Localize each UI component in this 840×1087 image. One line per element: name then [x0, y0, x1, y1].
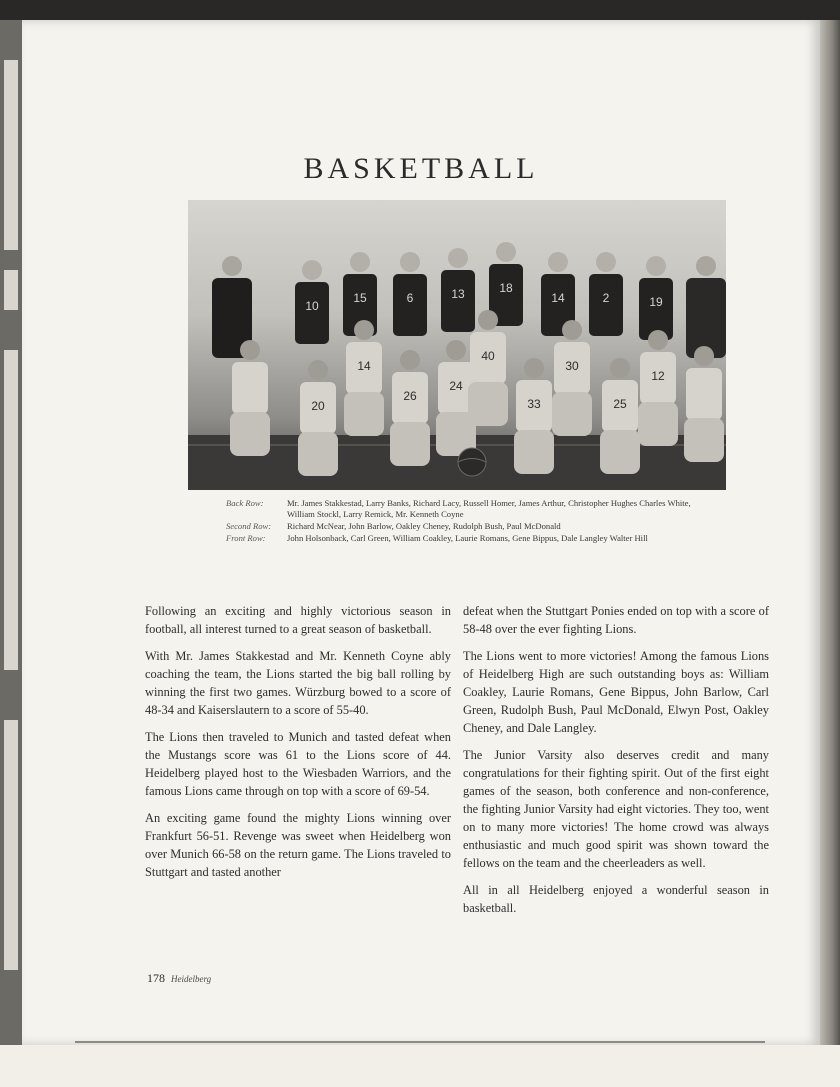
jersey-number: 19 — [649, 295, 663, 309]
player-figure — [295, 260, 329, 344]
caption-row-second — [226, 521, 706, 532]
facing-page-edge — [0, 20, 22, 1045]
footer-publication: Heidelberg — [171, 974, 212, 984]
paragraph: defeat when the Stuttgart Ponies ended on top with a score of 58-48 over the ever fighting Lions. — [463, 604, 769, 636]
caption-names: Richard McNear, John Barlow, Oakley Cheney, Rudolph Bush, Paul McDonald — [287, 521, 561, 531]
player-figure — [344, 320, 384, 436]
page-edge-line — [75, 1041, 765, 1043]
jersey-number: 14 — [551, 291, 565, 305]
paragraph: The Lions then traveled to Munich and tasted defeat when the Mustangs score was 61 to the Lions score of 44. Heidelberg played host to the Wiesbaden Warriors, and the famous Lions came through on top with a score of 69-54. — [145, 730, 451, 798]
caption-label: Back Row: — [226, 498, 264, 508]
page-title: BASKETBALL — [303, 152, 539, 186]
jersey-number: 40 — [481, 349, 495, 363]
photo-caption — [226, 498, 706, 545]
jersey-number: 13 — [451, 287, 465, 301]
coach-figure — [686, 256, 726, 358]
caption-names: Mr. James Stakkestad, Larry Banks, Richard Lacy, Russell Homer, James Arthur, Christopher Hughes Charles White, William Stockl, Larry Remick, Mr. Kenneth Coyne — [287, 498, 691, 519]
paragraph: All in all Heidelberg enjoyed a wonderful season in basketball. — [463, 883, 769, 915]
player-figure — [390, 350, 430, 466]
jersey-number: 6 — [406, 291, 414, 305]
caption-row-back — [226, 498, 706, 520]
jersey-number: 12 — [651, 369, 665, 383]
caption-names: John Holsonback, Carl Green, William Coakley, Laurie Romans, Gene Bippus, Dale Langley Walter Hill — [287, 533, 648, 543]
paragraph: With Mr. James Stakkestad and Mr. Kenneth Coyne ably coaching the team, the Lions started the big ball rolling by winning the first two games. Würzburg bowed to a score of 48-34 and Kaiserslautern to a score of 55-40. — [145, 649, 451, 717]
page-footer — [147, 971, 211, 986]
jersey-number: 25 — [613, 397, 627, 411]
article-column-right — [463, 602, 769, 926]
player-figure — [441, 248, 475, 332]
jersey-number: 14 — [357, 359, 371, 373]
player-figure — [514, 358, 554, 474]
jersey-number: 2 — [602, 291, 610, 305]
yearbook-page — [22, 20, 820, 1045]
scan-top-border — [0, 0, 840, 20]
scan-bottom-border — [0, 1045, 840, 1087]
team-photo-image — [188, 200, 726, 490]
jersey-number: 26 — [403, 389, 417, 403]
jersey-number: 33 — [527, 397, 541, 411]
player-figure — [552, 320, 592, 436]
page-number: 178 — [147, 971, 165, 985]
jersey-number: 24 — [449, 379, 463, 393]
player-figure — [393, 252, 427, 336]
jersey-number: 30 — [565, 359, 579, 373]
paragraph: The Lions went to more victories! Among the famous Lions of Heidelberg High are such outstanding boys as: William Coakley, Laurie Romans, Gene Bippus, John Barlow, Carl Green, Rudolph Bush, Paul McDonald, Elwyn Post, Oakley Cheney, and Dale Langley. — [463, 649, 769, 735]
player-figure — [639, 256, 673, 340]
jersey-number: 18 — [499, 281, 513, 295]
player-figure — [298, 360, 338, 476]
team-photo — [188, 200, 726, 490]
page-gutter-edge — [820, 20, 840, 1045]
jersey-number: 10 — [305, 299, 319, 313]
player-figure — [600, 358, 640, 474]
caption-label: Second Row: — [226, 521, 272, 531]
player-figure — [638, 330, 678, 446]
player-figure — [684, 346, 724, 462]
caption-label: Front Row: — [226, 533, 266, 543]
basketball-icon — [458, 448, 486, 476]
paragraph: Following an exciting and highly victorious season in football, all interest turned to a great season of basketball. — [145, 604, 451, 636]
caption-row-front — [226, 533, 706, 544]
paragraph: The Junior Varsity also deserves credit and many congratulations for their fighting spirit. Out of the first eight games of the season, both conference and non-conference, the fighting Junior Varsity had eight victories. They too, went on to many more victories! The home crowd was always enthusiastic and much good spirit was shown toward the fellows on the team and the cheerleaders as well. — [463, 748, 769, 870]
player-figure — [589, 252, 623, 336]
jersey-number: 15 — [353, 291, 367, 305]
jersey-number: 20 — [311, 399, 325, 413]
article-column-left — [145, 602, 451, 890]
paragraph: An exciting game found the mighty Lions winning over Frankfurt 56-51. Revenge was sweet when Heidelberg won over Munich 66-58 on the return game. The Lions traveled to Stuttgart and tasted another — [145, 811, 451, 879]
